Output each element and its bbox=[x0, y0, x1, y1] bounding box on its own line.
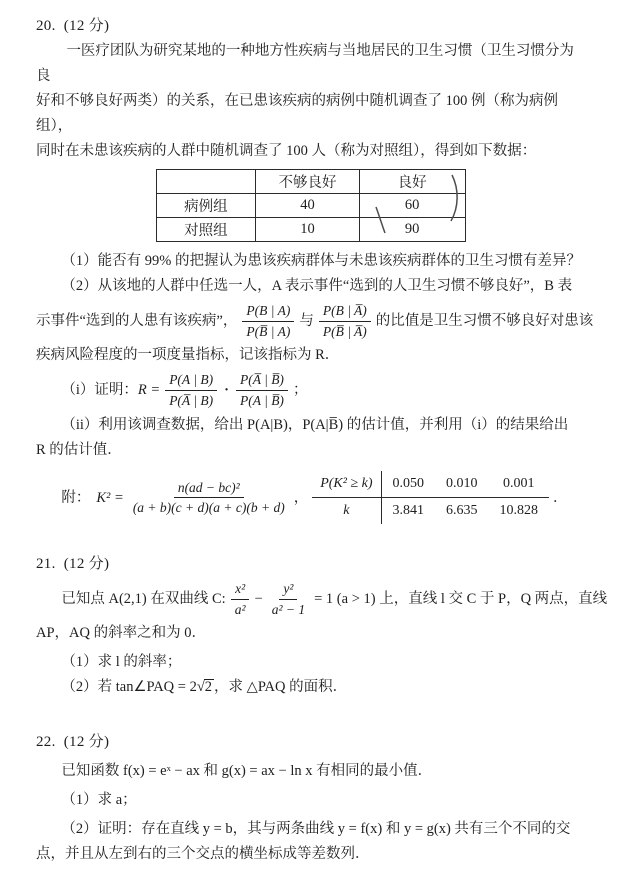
fraction-denominator: a² − 1 bbox=[271, 601, 306, 617]
q20-score: (12 分) bbox=[63, 18, 110, 34]
q20-table-control-poor: 10 bbox=[256, 218, 360, 242]
q21-part2 bbox=[36, 675, 585, 700]
q20-part-i-fraction-2 bbox=[236, 371, 288, 409]
question-21 bbox=[36, 552, 608, 700]
fraction-denominator: P(A̅ | B) bbox=[169, 392, 214, 408]
q20-intro-line2: 好和不够良好两类）的关系，在已患该疾病的病例中随机调查了 100 例（称为病例组）， bbox=[36, 93, 558, 134]
table-row bbox=[156, 218, 465, 242]
q20-appendix-line bbox=[36, 471, 585, 524]
appendix-period: ． bbox=[553, 489, 568, 506]
q21-header bbox=[36, 552, 585, 577]
appendix-comma: ， bbox=[293, 489, 309, 506]
k-critical-value-table bbox=[312, 471, 549, 524]
q20-part1: （1）能否有 99% 的把握认为患该疾病群体与未患该疾病群体的卫生习惯有差异？ bbox=[61, 253, 581, 269]
table-row bbox=[156, 170, 465, 194]
q20-table-corner-cell bbox=[156, 170, 256, 194]
question-20 bbox=[36, 14, 594, 524]
q20-part-i-equation-line bbox=[36, 371, 585, 409]
fraction-denominator: P(B̅ | A) bbox=[246, 323, 291, 339]
k-squared-lhs: K² = bbox=[96, 489, 124, 506]
q20-part-ii-line2: R 的估计值． bbox=[36, 442, 122, 459]
q22-part2-line2: 点，并且从左到右的三个交点的横坐标成等差数列． bbox=[36, 846, 370, 863]
q21-number: 21. bbox=[36, 556, 56, 573]
k-table-prob-label: P(K² ≥ k) bbox=[312, 471, 381, 498]
q20-part-ii-line1: （ii）利用该调查数据，给出 P(A|B)，P(A|B̅) 的估计值，并利用（i）的结果给出 bbox=[61, 417, 569, 434]
q20-table-header-poor: 不够良好 bbox=[256, 170, 360, 194]
q20-table-case-label: 病例组 bbox=[156, 194, 256, 218]
q20-part2-line2-text2: 的比值是卫生习惯不够良好对患该 bbox=[375, 313, 594, 330]
fraction-numerator: x² bbox=[231, 580, 249, 600]
multiplication-dot: · bbox=[224, 382, 229, 399]
q20-ratio-fraction-1 bbox=[242, 302, 294, 340]
minus-sign: − bbox=[254, 591, 263, 608]
q20-appendix-label: 附： bbox=[61, 489, 91, 506]
k-table-crit-1: 3.841 bbox=[392, 503, 425, 519]
k-table-crit-2: 6.635 bbox=[446, 503, 478, 519]
q20-part-i-label: （i）证明： bbox=[61, 382, 138, 399]
fraction-denominator: a² bbox=[234, 601, 246, 617]
k-table-crit-3: 10.828 bbox=[499, 503, 539, 519]
k-table-k-label: k bbox=[312, 498, 381, 525]
fraction-numerator: P(B | A̅) bbox=[319, 302, 371, 322]
q20-table-header-good: 良好 bbox=[359, 170, 465, 194]
fraction-denominator: (a + b)(c + d)(a + c)(b + d) bbox=[132, 500, 285, 516]
q20-ratio-fraction-2 bbox=[319, 302, 371, 340]
q21-hyperbola-line bbox=[36, 580, 608, 618]
q20-intro-line3: 同时在未患该疾病的人群中随机调查了 100 人（称为对照组），得到如下数据： bbox=[36, 143, 537, 159]
q21-line1-text1: 已知点 A(2,1) 在双曲线 C: bbox=[61, 591, 226, 608]
q20-part2-line3: 疾病风险程度的一项度量指标，记该指标为 R． bbox=[36, 347, 340, 364]
q22-line1: 已知函数 f(x) = eˣ − ax 和 g(x) = ax − ln x 有相同的最小值． bbox=[61, 763, 433, 780]
radical-sign: √ bbox=[196, 679, 205, 696]
q20-intro-line1: 一医疗团队为研究某地的一种地方性疾病与当地居民的卫生习惯（卫生习惯分为良 bbox=[36, 43, 574, 84]
q20-number: 20. bbox=[36, 18, 56, 34]
q21-line1-text2: = 1 (a > 1) 上，直线 l 交 C 于 P，Q 两点，直线 bbox=[314, 591, 608, 608]
fraction-numerator: y² bbox=[279, 580, 297, 600]
q20-part2-line1: （2）从该地的人群中任选一人，A 表示事件“选到的人卫生习惯不够良好”，B 表 bbox=[61, 278, 573, 294]
fraction-denominator: P(A | B̅) bbox=[239, 392, 284, 408]
table-row bbox=[312, 498, 549, 525]
q22-number: 22. bbox=[36, 734, 56, 751]
q20-part2-with-text: 与 bbox=[299, 313, 314, 330]
fraction-numerator: n(ad − bc)² bbox=[174, 479, 244, 499]
table-row bbox=[312, 471, 549, 498]
question-22 bbox=[36, 730, 585, 867]
k-table-prob-3: 0.001 bbox=[489, 471, 550, 498]
q20-table-case-poor: 40 bbox=[256, 194, 360, 218]
q20-header bbox=[36, 14, 585, 39]
fraction-numerator: P(B | A) bbox=[242, 302, 294, 322]
q20-table-control-label: 对照组 bbox=[156, 218, 256, 242]
q20-contingency-table-wrap bbox=[156, 169, 466, 242]
q21-fraction-x bbox=[231, 580, 250, 618]
q20-part-i-lhs: R = bbox=[137, 382, 161, 399]
q20-table-case-good: 60 bbox=[359, 194, 465, 218]
q21-part2-text1: （2）若 tan∠PAQ = 2 bbox=[61, 679, 197, 696]
q22-score: (12 分) bbox=[63, 734, 110, 751]
fraction-numerator: P(A̅ | B̅) bbox=[236, 371, 288, 391]
q21-line2: AP，AQ 的斜率之和为 0． bbox=[36, 625, 206, 642]
q20-contingency-table bbox=[156, 169, 466, 242]
q21-score: (12 分) bbox=[63, 556, 110, 573]
q22-header bbox=[36, 730, 585, 755]
q20-part-i-fraction-1 bbox=[165, 371, 217, 409]
q20-part2-ratio-line bbox=[36, 302, 594, 340]
k-table-prob-1: 0.050 bbox=[381, 471, 435, 498]
table-row bbox=[156, 194, 465, 218]
q22-part2-line1: （2）证明：存在直线 y = b，其与两条曲线 y = f(x) 和 y = g(x) 共有三个不同的交 bbox=[61, 821, 571, 838]
q21-fraction-y bbox=[268, 580, 309, 618]
fraction-denominator: P(B̅ | A̅) bbox=[322, 323, 367, 339]
q20-part2-line2-text1: 示事件“选到的人患有该疾病”， bbox=[36, 313, 238, 330]
q22-part1: （1）求 a； bbox=[61, 792, 137, 809]
q21-part1: （1）求 l 的斜率； bbox=[61, 654, 182, 671]
k-squared-fraction bbox=[129, 479, 289, 517]
k-table-prob-2: 0.010 bbox=[435, 471, 489, 498]
q20-table-control-good: 90 bbox=[359, 218, 465, 242]
q21-part2-text2: ，求 △PAQ 的面积． bbox=[214, 679, 348, 696]
radicand: 2 bbox=[204, 679, 213, 696]
fraction-numerator: P(A | B) bbox=[165, 371, 217, 391]
q20-part-i-semicolon: ； bbox=[292, 382, 308, 399]
